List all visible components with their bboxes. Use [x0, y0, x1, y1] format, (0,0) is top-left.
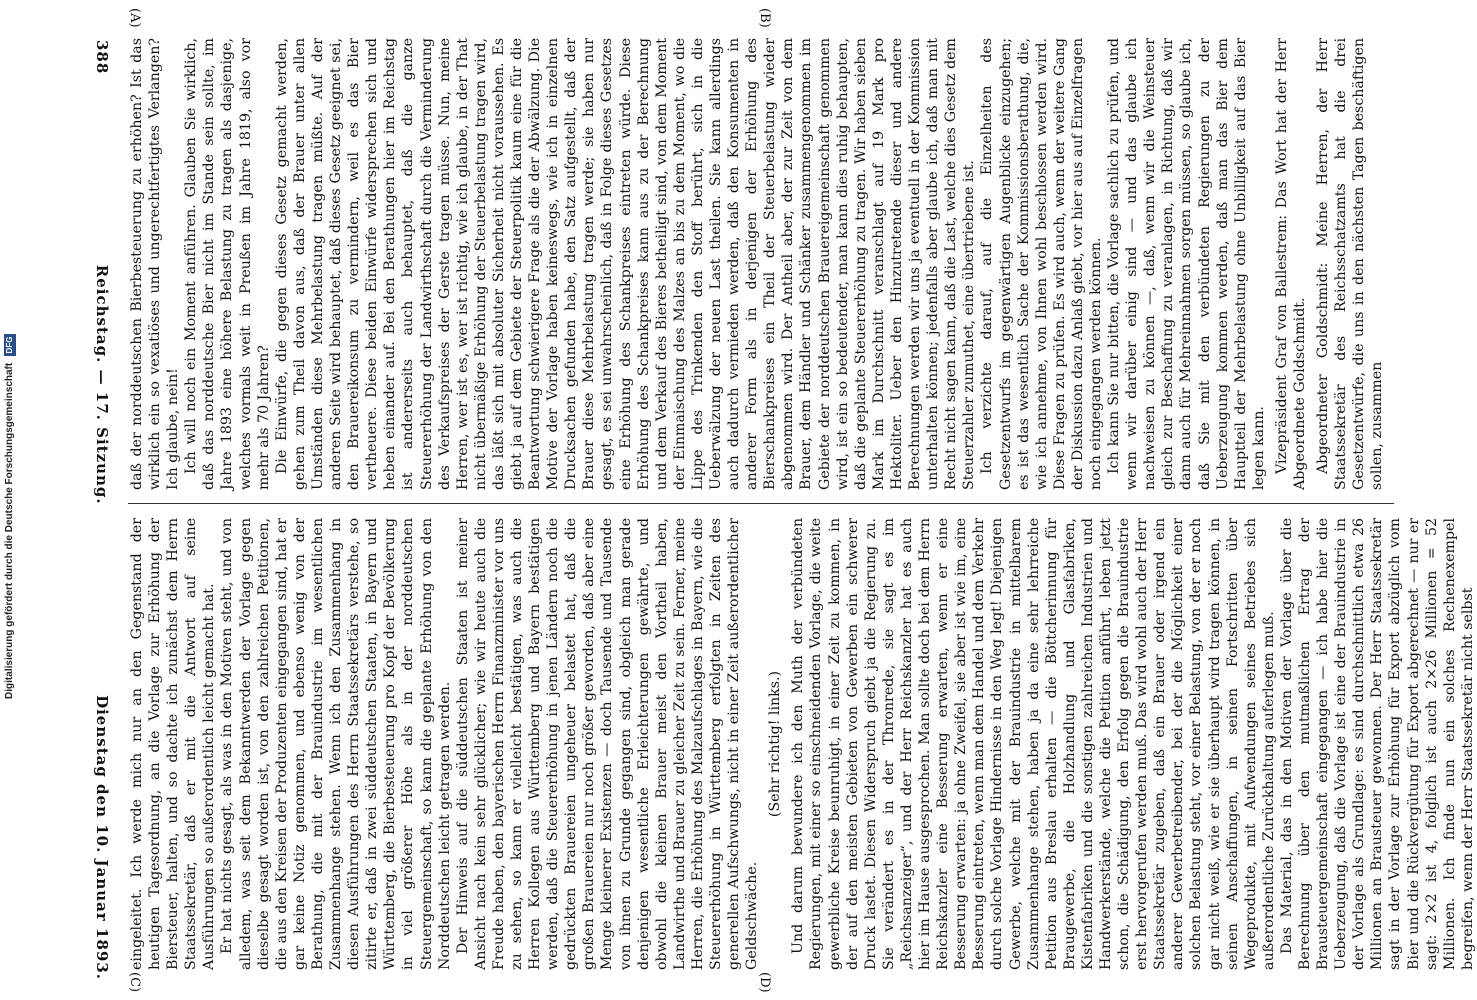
paragraph: Ich kann Sie nur bitten, die Vorlage sachlich zu prüfen, und wenn wir darüber einig sind — und das glaube ich nachweisen zu können —, daß, wenn wir die Weinsteuer gleich zur Beschaffung zu veranlagen, in Richtung, daß wir dann auch für Mehreinnahmen sorgen müssen, so glaube ich, daß Sie mit den verbündeten Regierungen zu der Ueberzeugung kommen werden, daß man das Bier dem Hauptteil der Mehrbelastung ohne Unbilligkeit auf das Bier legen kann.	[1106, 38, 1267, 490]
dfg-logo-icon: DFG	[4, 334, 16, 356]
right-column	[128, 518, 1476, 970]
margin-mark-a: (A)	[127, 8, 142, 28]
applause-note: (Sehr richtig! links.)	[767, 670, 784, 818]
digitization-credit: Digitalisierung gefördert durch die Deutsche Forschungsgemeinschaft	[4, 362, 15, 699]
page-number: 388	[93, 40, 111, 75]
paragraph: Er hat nichts gesagt, als was in den Motiven steht, und von alledem, was seit dem Bekanntwerden der Vorlage gegen dieselbe gesagt worden ist, von den zahlreichen Petitionen, die aus den Kreisen der Produzenten eingegangen sind, hat er gar keine Notiz genommen, und ebenso wenig von der Berathung, die mit der Brauindustrie im wesentlichen Zusammenhange stehen. Wenn ich den Zusammenhang in diesen Ausführungen des Herrn Staatssekretärs verstehe, so zitirte er, daß in zwei süddeutschen Staaten, in Bayern und Württemberg, die Bierbesteuerung pro Kopf der Bevölkerung in viel größerer Höhe als in der norddeutschen Steuergemeinschaft, so kann die geplante Erhöhung von den Norddeutschen leicht getragen werden.	[219, 518, 453, 970]
header-date: Dienstag den 10. Januar 1893.	[93, 695, 111, 980]
paragraph: eingeleitet. Ich werde mich nur an den Gegenstand der heutigen Tagesordnung, an die Vorlage zur Erhöhung der Biersteuer, halten, und so dachte ich zunächst dem Herrn Staatssekretär, daß er mit die Antwort auf seine Ausführungen so außerordentlich leicht gemacht hat.	[129, 518, 218, 970]
speaker-vizepraesident: Vizepräsident Graf von Ballestrem: Das Wort hat der Herr Abgeordnete Goldschmidt.	[1273, 38, 1308, 490]
header-title: Reichstag. — 17. Sitzung.	[93, 264, 111, 505]
running-head	[90, 40, 114, 980]
margin-mark-c: (C)	[127, 972, 142, 993]
speaker-goldschmidt: Abgeordneter Goldschmidt: Meine Herren, der Herr Staatssekretär des Reichsschatzamts hat die drei Gesetzentwürfe, die uns in den nächsten Tagen beschäftigen sollen, zusammen	[1315, 38, 1386, 490]
left-column	[128, 38, 1398, 490]
margin-mark-d: (D)	[757, 972, 772, 993]
margin-mark-b: (B)	[757, 8, 772, 28]
footer-strip	[0, 0, 18, 1000]
paragraph: Ich verzichte darauf, auf die Einzelheiten des Gesetzentwurfs im gegenwärtigen Augenblicke einzugehen; es ist das wesentlich Sache der Kommissionsberathung, die, wie ich annehme, von Ihnen wohl beschlossen werden wird. Diese Fragen zu prüfen. Es wird auch, wenn der weitere Gang der Diskussion dazu Anlaß giebt, vor hier aus auf Einzelfragen noch eingegangen werden können.	[979, 38, 1104, 490]
paragraph: Die Einwürfe, die gegen dieses Gesetz gemacht werden, gehen zum Theil davon aus, daß der Brauer unter allen Umständen diese Mehrbelastung tragen müßte. Auf der anderen Seite wird behauptet, daß dieses Gesetz geeignet sei, den Brauereikonsum zu vermindern, weil es das Bier vertheuere. Diese beiden Einwürfe widersprechen sich und heben einander auf. Bei den Berathungen hier im Reichstag ist andererseits auch behauptet, daß die ganze Steuererhöhung der Landwirthschaft durch die Verminderung des Verkaufspreises der Gerste tragen müsse. Nun, meine Herren, wer ist es, wer ist richtig, wie ich glaube, in der That nicht übermäßige Erhöhung der Steuerbelastung tragen wird, das läßt sich mit absoluter Sicherheit nicht voraussehen. Es giebt ja auf dem Gebiete der Steuerpolitik kaum eine für die Beantwortung schwierigere Frage als die der Abwälzung. Die Motive der Vorlage haben keineswegs, wie ich in einzelnen Drucksachen gefunden habe, den Satz aufgestellt, daß der Brauer diese Mehrbelastung tragen werde; sie haben nur gesagt, es sei unwahrscheinlich, daß in Folge dieses Gesetzes eine Erhöhung des Schankpreises eintreten würde. Diese Erhöhung des Schankpreises kann aus zu der Berechnung und dem Verkauf des Bieres betheiligt sind, von dem Moment der Einmaischung des Malzes an bis zu dem Moment, wo die Lippe des Trinkenden den Stoff berührt, sich in die Ueberwälzung der neuen Last theilen. Sie kann allerdings auch dadurch vermieden werden, daß den Konsumenten in anderer Form als in derjenigen der Erhöhung des Bierschankpreises ein Theil der Steuerbelastung wieder abgenommen wird. Der Antheil aber, der zur Zeit von dem Brauer, dem Händler und Schänker zusammengenommen im Gebiete der norddeutschen Brauereigemeinschaft genommen wird, ist ein so bedeutender, man kann dies ruhig behaupten, daß die geplante Steuererhöhung zu tragen. Wir haben sieben Mark im Durchschnitt veranschlagt auf 19 Mark pro Hektoliter. Ueber den Hinzutretende dieser und andere Berechnungen werden wir uns ja eventuell in der Kommission unterhalten können; jedenfalls aber glaube ich, daß man mit Recht nicht sagen kann, daß die Last, welche dies Gesetz dem Steuerzahler zumuthet, eine übertriebene ist.	[273, 38, 978, 490]
paragraph: Ich will noch ein Moment anführen. Glauben Sie wirklich, daß das norddeutsche Bier nicht im Stande sein sollte, im Jahre 1893 eine höhere Belastung zu tragen als dasjenige, welches vormals weit in Preußen im Jahre 1819, also vor mehr als 70 Jahren?	[183, 38, 272, 490]
paragraph: Und darum bewundere ich den Muth der verbündeten Regierungen, mit einer so einschneidenden Vorlage, die weite gewerbliche Kreise beunruhigt, in einer Zeit zu kommen, in der auf den meisten Gebieten von Gewerben ein schwerer Druck lastet. Diesen Widerspruch giebt ja die Regierung zu. Sie verändert es in der Thronrede, sie sagt es im „Reichsanzeiger“, und der Herr Reichskanzler hat es auch hier im Hause ausgesprochen. Man sollte doch bei dem Herrn Reichskanzler eine Besserung erwarten, wenn er eine Besserung erwarten: ja ohne Zweifel, sie aber ist wie im, eine Besserung eintreten, wenn man dem Handel und dem Verkehr durch solche Vorlage Hindernisse in den Weg legt! Diejenigen Gewerbe, welche mit der Brauindustrie in mittelbarem Zusammenhange stehen, haben ja da eine sehr lehrreiche Petition aus Breslau erhalten — die Böttcherinnung für Braugewerbe, die Holzhandlung und Glasfabriken, Kistenfabriken und die sonstigen zahlreichen Industrien und Handwerkerstände, welche die Petition anführt, leben jetzt schon, die Schädigung, den Erfolg gegen die Brauindustrie erst hervorgerufen werden muß. Das wird wohl auch der Herr Staatssekretär zugeben, daß ein Brauer oder irgend ein anderer Gewerbetreibender, bei der die Möglichkeit einer solchen Belastung steht, vor einer Belastung, von der er noch gar nicht weiß, wie er sie überhaupt wird tragen können, in seinen Anschaffungen, in seinen Fortschritten über Wegeprodukte, mit Aufwendungen seines Betriebes sich außerordentliche Zurückhaltung auferlegen muß.	[790, 518, 1277, 970]
column-divider	[128, 503, 1394, 504]
paragraph: Das Material, das in den Motiven der Vorlage über die Berechnung über den mutmaßlichen Ertrag der Brausteuergemeinschaft eingegangen — ich habe hier die Ueberzeugung, daß die Vorlage ist eine der Brauindustrie in der Vorlage als Grundlage: es sind durchschnittlich etwa 26 Millionen an Brausteuer gewonnen. Der Herr Staatssekretär sagt in der Vorlage zur Erhöhung für Export abzüglich vom Bier und die Rückvergütung für Export abgerechnet — nur er sagt: 2×2 ist 4, folglich ist auch 2×26 Millionen = 52 Millionen. Ich finde nun ein solches Rechenexempel begreifen, wenn der Herr Staatssekretär nicht selbst	[1278, 518, 1476, 970]
paragraph: daß der norddeutschen Bierbesteuerung zu erhöhen? Ist das wirklich ein so vexatiöses und ungerechtfertigtes Verlangen? Ich glaube, nein!	[129, 38, 182, 490]
paragraph: Der Hinweis auf die süddeutschen Staaten ist meiner Ansicht nach kein sehr glücklicher; wie wir heute auch die Freude haben, den bayerischen Herrn Finanzminister vor uns zu sehen, so kann er vielleicht bestätigen, was auch die Herren Kollegen aus Württemberg und Bayern bestätigen werden, daß die Steuererhöhung in jenen Ländern noch die gedrückten Brauereien ungeheuer belastet hat, daß die großen Brauereien nur noch größer geworden, daß aber eine Menge kleinerer Existenzen — doch Tausende und Tausende von ihnen zu Grunde gegangen sind, obgleich man gerade denjenigen wesentliche Erleichterungen gewährte, und obwohl die kleinen Brauer meist den Vortheil haben, Landwirthe und Brauer zu gleicher Zeit zu sein. Ferner, meine Herren, die Erhöhung des Malzaufschlages in Bayern, wie die Steuererhöhung in Württemberg erfolgten in Zeiten des generellen Aufschwungs, nicht in einer Zeit außerordentlicher Geldschwäche.	[454, 518, 761, 970]
